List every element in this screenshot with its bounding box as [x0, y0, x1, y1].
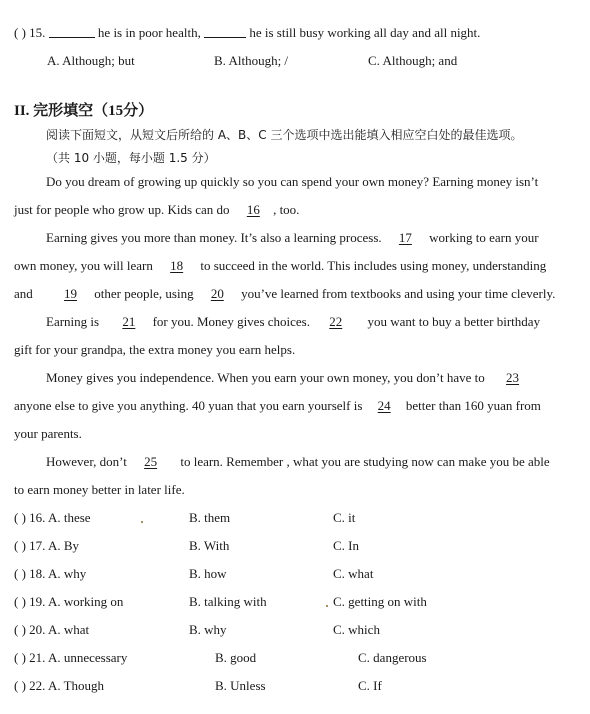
passage-text: you’ve learned from textbooks and using your time cleverly. [241, 286, 556, 301]
passage-line [14, 398, 541, 414]
passage-line: gift for your grandpa, the extra money you earn helps. [14, 342, 296, 357]
question-20-b: B. why [189, 622, 227, 637]
q15-option-a: A. Although; but [47, 53, 135, 68]
q15-option-c: C. Although; and [368, 53, 458, 68]
question-20-a: ( ) 20. A. what [14, 622, 90, 637]
answer-blank [49, 25, 95, 38]
blank-19: 19 [64, 286, 78, 301]
question-18-a: ( ) 18. A. why [14, 566, 87, 581]
question-19-a: ( ) 19. A. working on [14, 594, 124, 609]
question-19-b: B. talking with [189, 594, 267, 609]
question-19-c: C. getting on with [333, 594, 427, 609]
blank-20: 20 [210, 286, 224, 301]
q15-part2: he is still busy working all day and all night. [249, 25, 481, 40]
passage-text: Earning gives you more than money. It’s also a learning process. [46, 230, 382, 245]
passage-text: Money gives you independence. When you earn your own money, you don’t have to [46, 370, 485, 385]
passage-text: However, don’t [46, 454, 127, 469]
passage-line [14, 202, 299, 218]
question-21-c: C. dangerous [358, 650, 427, 665]
question-22-b: B. Unless [215, 678, 266, 693]
answer-paren: ( ) 15. [14, 25, 46, 40]
question-22-a: ( ) 22. A. Though [14, 678, 105, 693]
passage-line: Do you dream of growing up quickly so you can spend your own money? Earning money isn’t [46, 174, 539, 189]
passage-text: working to earn your [429, 230, 539, 245]
passage-text: Earning is [46, 314, 100, 329]
passage-line [46, 230, 539, 246]
passage-text: to succeed in the world. This includes using money, understanding [200, 258, 547, 273]
q15-option-b: B. Although; / [214, 53, 289, 68]
blank-22: 22 [329, 314, 343, 329]
passage-text: to learn. Remember , what you are studying now can make you be able [180, 454, 550, 469]
question-21-b: B. good [215, 650, 257, 665]
passage-text: for you. Money gives choices. [152, 314, 310, 329]
question-17-a: ( ) 17. A. By [14, 538, 79, 553]
question-16-c: C. it [333, 510, 356, 525]
blank-21: 21 [122, 314, 136, 329]
question-20-c: C. which [333, 622, 380, 637]
passage-line [14, 286, 555, 302]
passage-text: you want to buy a better birthday [367, 314, 541, 329]
blank-23: 23 [506, 370, 520, 385]
blank-18: 18 [170, 258, 184, 273]
question-21-a: ( ) 21. A. unnecessary [14, 650, 128, 665]
passage-text: better than 160 yuan from [405, 398, 541, 413]
section-instructions: 阅读下面短文，从短文后所给的 A、B、C 三个选项中选出能填入相应空白处的最佳选项。 [46, 128, 523, 142]
stray-dot [141, 521, 143, 523]
question-15-stem [14, 25, 480, 41]
answer-blank [204, 25, 246, 38]
blank-25: 25 [144, 454, 158, 469]
blank-17: 17 [398, 230, 412, 245]
passage-text: and [14, 286, 33, 301]
stray-dot [326, 605, 328, 607]
blank-24: 24 [377, 398, 391, 413]
passage-text: just for people who grow up. Kids can do [14, 202, 230, 217]
question-18-c: C. what [333, 566, 374, 581]
passage-text: other people, using [94, 286, 194, 301]
passage-line [46, 454, 550, 470]
passage-line [46, 314, 540, 330]
passage-line [14, 258, 546, 274]
q15-part1: he is in poor health, [97, 25, 201, 40]
question-18-b: B. how [189, 566, 227, 581]
passage-line: your parents. [14, 426, 82, 441]
section-title: II. 完形填空（15分） [14, 103, 154, 119]
passage-line [46, 370, 523, 386]
passage-text: anyone else to give you anything. 40 yuan that you earn yourself is [14, 398, 363, 413]
blank-16: 16 [246, 202, 260, 217]
passage-text: own money, you will learn [14, 258, 153, 273]
question-17-c: C. In [333, 538, 359, 553]
section-scoring: （共 10 小题，每小题 1.5 分） [46, 151, 216, 165]
passage-line: to earn money better in later life. [14, 482, 185, 497]
passage-text: , too. [273, 202, 300, 217]
question-22-c: C. If [358, 678, 382, 693]
question-16-b: B. them [189, 510, 231, 525]
question-17-b: B. With [189, 538, 230, 553]
question-16-a: ( ) 16. A. these [14, 510, 91, 525]
